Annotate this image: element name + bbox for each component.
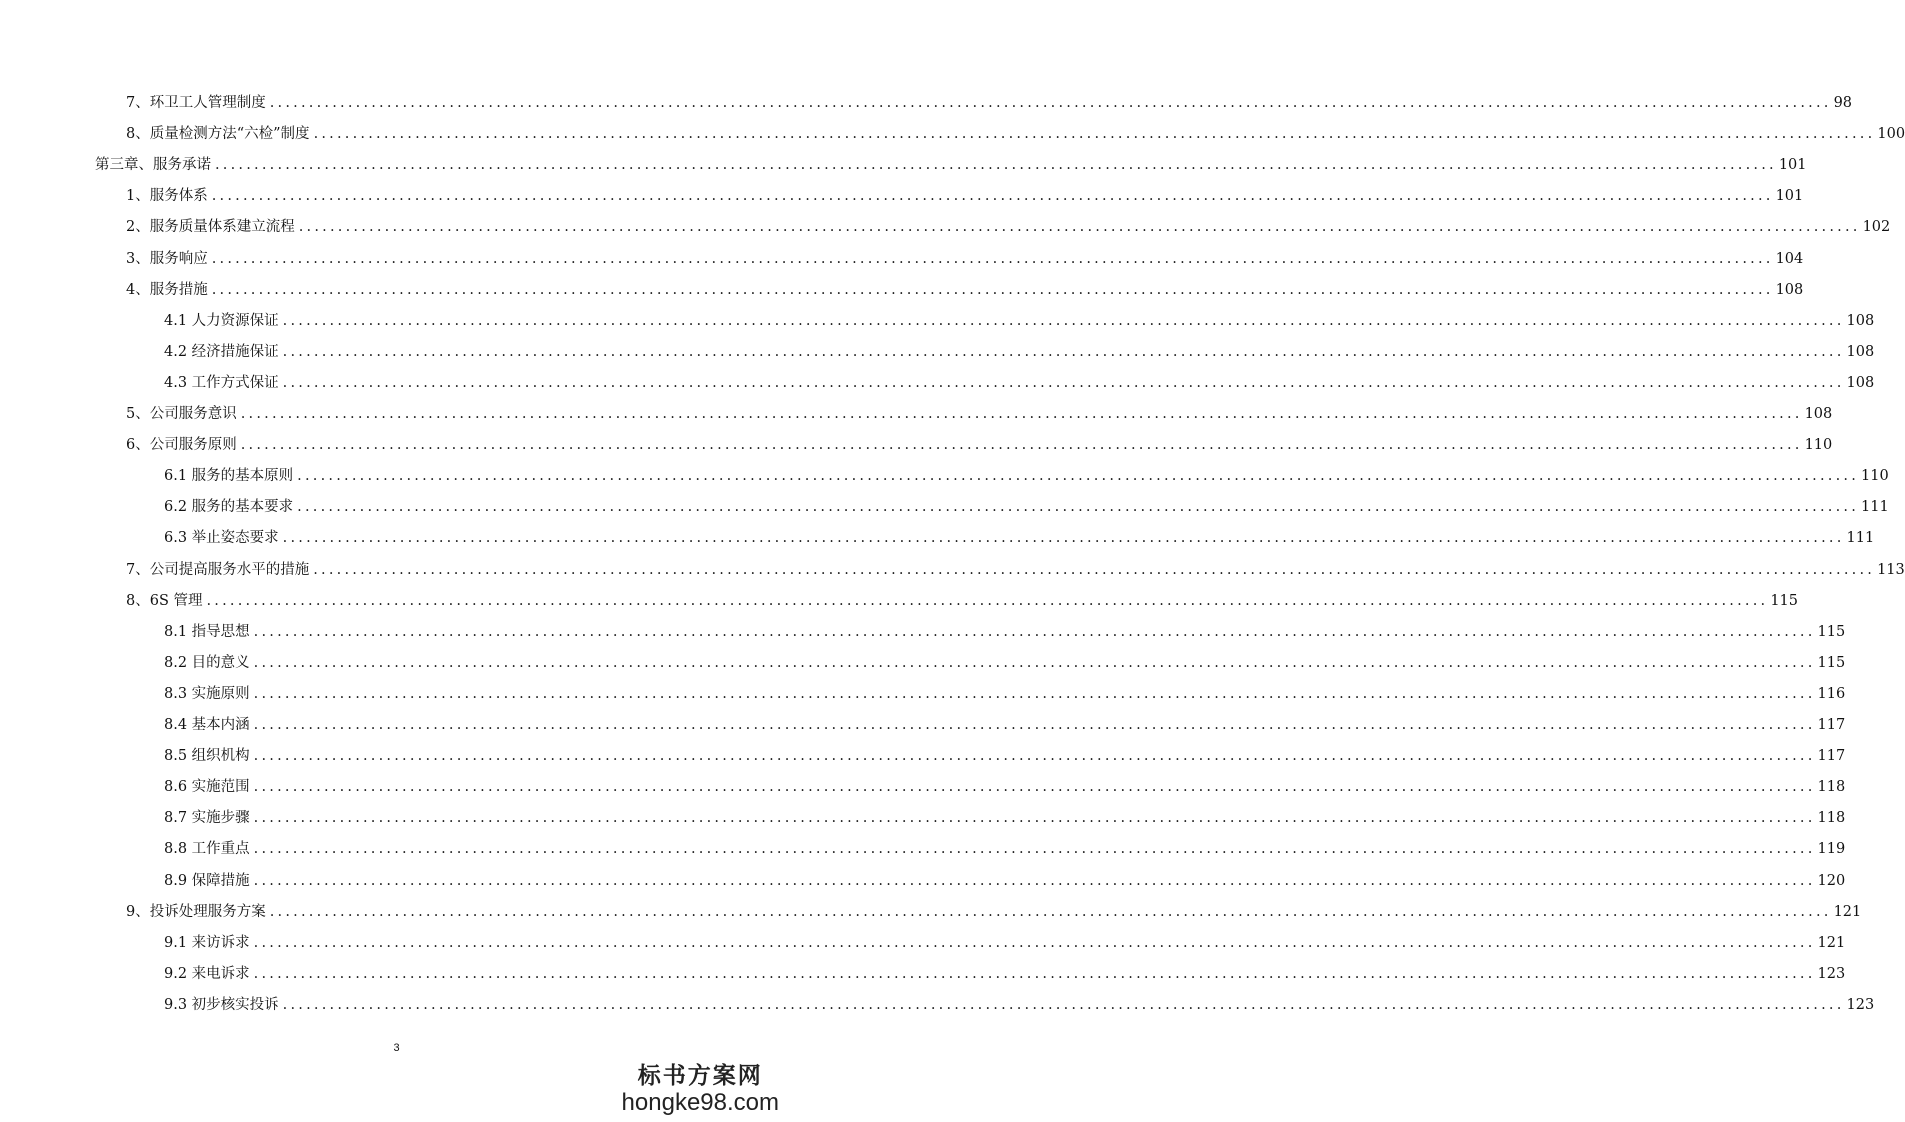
toc-entry-page: 117 [1817,717,1846,733]
toc-entry-label: 8.2 目的意义 [164,654,250,671]
toc-entry[interactable] [164,774,1846,796]
toc-entry-label: 8.8 工作重点 [164,841,250,858]
toc-leader-dots: ........................................................................................................................................................................................................ [253,965,1816,982]
toc-entry[interactable] [164,868,1846,890]
toc-entry-page: 117 [1817,748,1846,765]
toc-entry-page: 120 [1817,872,1846,889]
toc-entry-label: 4.1 人力资源保证 [164,312,279,329]
toc-leader-dots: ........................................................................................................................................................................................................ [313,126,1876,143]
toc-leader-dots: ........................................................................................................................................................................................................ [253,810,1816,827]
toc-leader-dots: ........................................................................................................................................................................................................ [253,872,1816,889]
toc-entry-page: 123 [1846,996,1875,1013]
toc-entry-page: 108 [1775,281,1804,298]
toc-entry-label: 第三章、服务承诺 [95,157,211,174]
toc-leader-dots: ........................................................................................................................................................................................................ [269,903,1832,920]
toc-entry-page: 108 [1804,406,1833,422]
toc-leader-dots: ........................................................................................................................................................................................................ [206,592,1769,609]
toc-entry-label: 4.2 经济措施保证 [164,343,279,360]
toc-entry-page: 119 [1817,841,1846,858]
toc-leader-dots: ........................................................................................................................................................................................................ [211,281,1774,298]
toc-entry[interactable] [164,743,1846,765]
toc-entry-page: 102 [1862,219,1891,236]
toc-entry-page: 111 [1846,530,1875,547]
toc-entry-page: 108 [1846,312,1875,329]
toc-leader-dots: ........................................................................................................................................................................................................ [253,654,1816,671]
toc-leader-dots: ........................................................................................................................................................................................................ [253,623,1816,640]
toc-entry[interactable] [126,183,1804,205]
watermark-title: 标书方案网 [637,1062,763,1089]
toc-entry-label: 4、服务措施 [126,281,208,298]
toc-entry-page: 98 [1833,95,1853,111]
toc-entry-page: 108 [1846,374,1875,391]
toc-entry-label: 6.3 举止姿态要求 [164,530,279,547]
toc-entry-label: 6.1 服务的基本原则 [164,468,294,485]
toc-entry[interactable] [164,992,1875,1014]
toc-entry-label: 8.1 指导思想 [164,623,250,640]
toc-leader-dots: ........................................................................................................................................................................................................ [211,250,1774,267]
watermark-url: hongke98.com [621,1089,779,1116]
toc-entry-label: 4.3 工作方式保证 [164,374,279,391]
toc-entry-label: 9.3 初步核实投诉 [164,996,279,1013]
toc-leader-dots: ........................................................................................................................................................................................................ [253,841,1816,858]
toc-entry[interactable] [126,401,1833,423]
toc-entry-page: 118 [1817,810,1846,827]
toc-leader-dots: ........................................................................................................................................................................................................ [211,188,1774,205]
toc-entry-page: 110 [1861,468,1889,485]
toc-entry[interactable] [126,432,1833,454]
toc-entry[interactable] [126,588,1799,610]
toc-leader-dots: ........................................................................................................................................................................................................ [253,779,1816,796]
toc-entry[interactable] [164,494,1889,516]
toc-entry-label: 8.7 实施步骤 [164,810,250,827]
toc-entry-page: 100 [1877,126,1905,143]
toc-leader-dots: ........................................................................................................................................................................................................ [282,996,1845,1013]
toc-entry[interactable] [164,370,1875,392]
toc-entry-page: 113 [1877,561,1905,578]
toc-entry[interactable] [126,277,1804,299]
toc-entry-page: 115 [1817,623,1846,640]
toc-entry-label: 6.2 服务的基本要求 [164,499,294,516]
toc-entry-label: 8.4 基本内涵 [164,717,250,733]
toc-entry-label: 8.6 实施范围 [164,779,250,796]
toc-leader-dots: ........................................................................................................................................................................................................ [215,157,1777,174]
toc-leader-dots: ........................................................................................................................................................................................................ [253,748,1816,765]
toc-entry-label: 9.1 来访诉求 [164,934,250,951]
toc-entry[interactable] [164,961,1846,983]
toc-entry-label: 7、公司提高服务水平的措施 [126,561,310,578]
toc-entry-page: 116 [1817,685,1846,702]
toc-entry[interactable] [126,214,1891,236]
toc-entry[interactable] [95,152,1807,174]
toc-entry-page: 121 [1833,903,1862,920]
toc-entry-page: 115 [1817,654,1846,671]
toc-entry-page: 111 [1861,499,1889,516]
toc-entry-label: 8、质量检测方法“六检”制度 [126,126,310,143]
toc-leader-dots: ........................................................................................................................................................................................................ [240,406,1803,422]
toc-entry-label: 1、服务体系 [126,188,208,205]
toc-entry[interactable] [126,246,1804,268]
toc-entry-label: 8.9 保障措施 [164,872,250,889]
toc-entry[interactable] [126,557,1905,579]
toc-entry-label: 8.5 组织机构 [164,748,250,765]
toc-leader-dots: ........................................................................................................................................................................................................ [298,219,1861,236]
toc-entry-page: 121 [1817,934,1846,951]
toc-entry[interactable] [164,681,1846,703]
toc-leader-dots: ........................................................................................................................................................................................................ [253,934,1816,951]
toc-leader-dots: ........................................................................................................................................................................................................ [297,468,1859,485]
toc-entry[interactable] [126,90,1853,112]
toc-entry-label: 3、服务响应 [126,250,208,267]
toc-entry-page: 123 [1817,965,1846,982]
toc-leader-dots: ........................................................................................................................................................................................................ [269,95,1832,111]
toc-entry[interactable] [164,930,1846,952]
toc-leader-dots: ........................................................................................................................................................................................................ [282,374,1845,391]
watermark-logo [622,1057,779,1116]
toc-entry-page: 115 [1770,592,1799,609]
toc-leader-dots: ........................................................................................................................................................................................................ [282,530,1845,547]
toc-entry-label: 8.3 实施原则 [164,685,250,702]
toc-entry-page: 110 [1804,437,1833,454]
toc-entry[interactable] [164,339,1875,361]
toc-entry-page: 101 [1775,188,1804,205]
page-number: 3 [393,1042,400,1054]
toc-leader-dots: ........................................................................................................................................................................................................ [282,343,1845,360]
toc-entry[interactable] [164,308,1875,330]
toc-entry-label: 6、公司服务原则 [126,437,237,454]
toc-entry[interactable] [164,463,1889,485]
toc-entry[interactable] [164,805,1846,827]
toc-entry[interactable] [164,525,1875,547]
toc-entry-page: 101 [1778,157,1807,174]
toc-leader-dots: ........................................................................................................................................................................................................ [297,499,1859,516]
toc-entry[interactable] [164,836,1846,858]
toc-entry-label: 9.2 来电诉求 [164,965,250,982]
toc-leader-dots: ........................................................................................................................................................................................................ [282,312,1845,329]
toc-entry-label: 7、环卫工人管理制度 [126,95,266,111]
toc-entry-page: 118 [1817,779,1846,796]
toc-entry-page: 108 [1846,343,1875,360]
toc-entry[interactable] [164,619,1846,641]
toc-entry[interactable] [164,712,1846,734]
toc-leader-dots: ........................................................................................................................................................................................................ [253,685,1816,702]
toc-leader-dots: ........................................................................................................................................................................................................ [253,717,1816,733]
toc-entry[interactable] [126,899,1862,921]
toc-entry-page: 104 [1775,250,1804,267]
toc-leader-dots: ........................................................................................................................................................................................................ [240,437,1803,454]
toc-entry-label: 2、服务质量体系建立流程 [126,219,295,236]
toc-entry-label: 9、投诉处理服务方案 [126,903,266,920]
toc-entry[interactable] [126,121,1905,143]
toc-entry-label: 5、公司服务意识 [126,406,237,422]
toc-entry[interactable] [164,650,1846,672]
toc-entry-label: 8、6S 管理 [126,592,203,609]
toc-leader-dots: ........................................................................................................................................................................................................ [313,561,1876,578]
